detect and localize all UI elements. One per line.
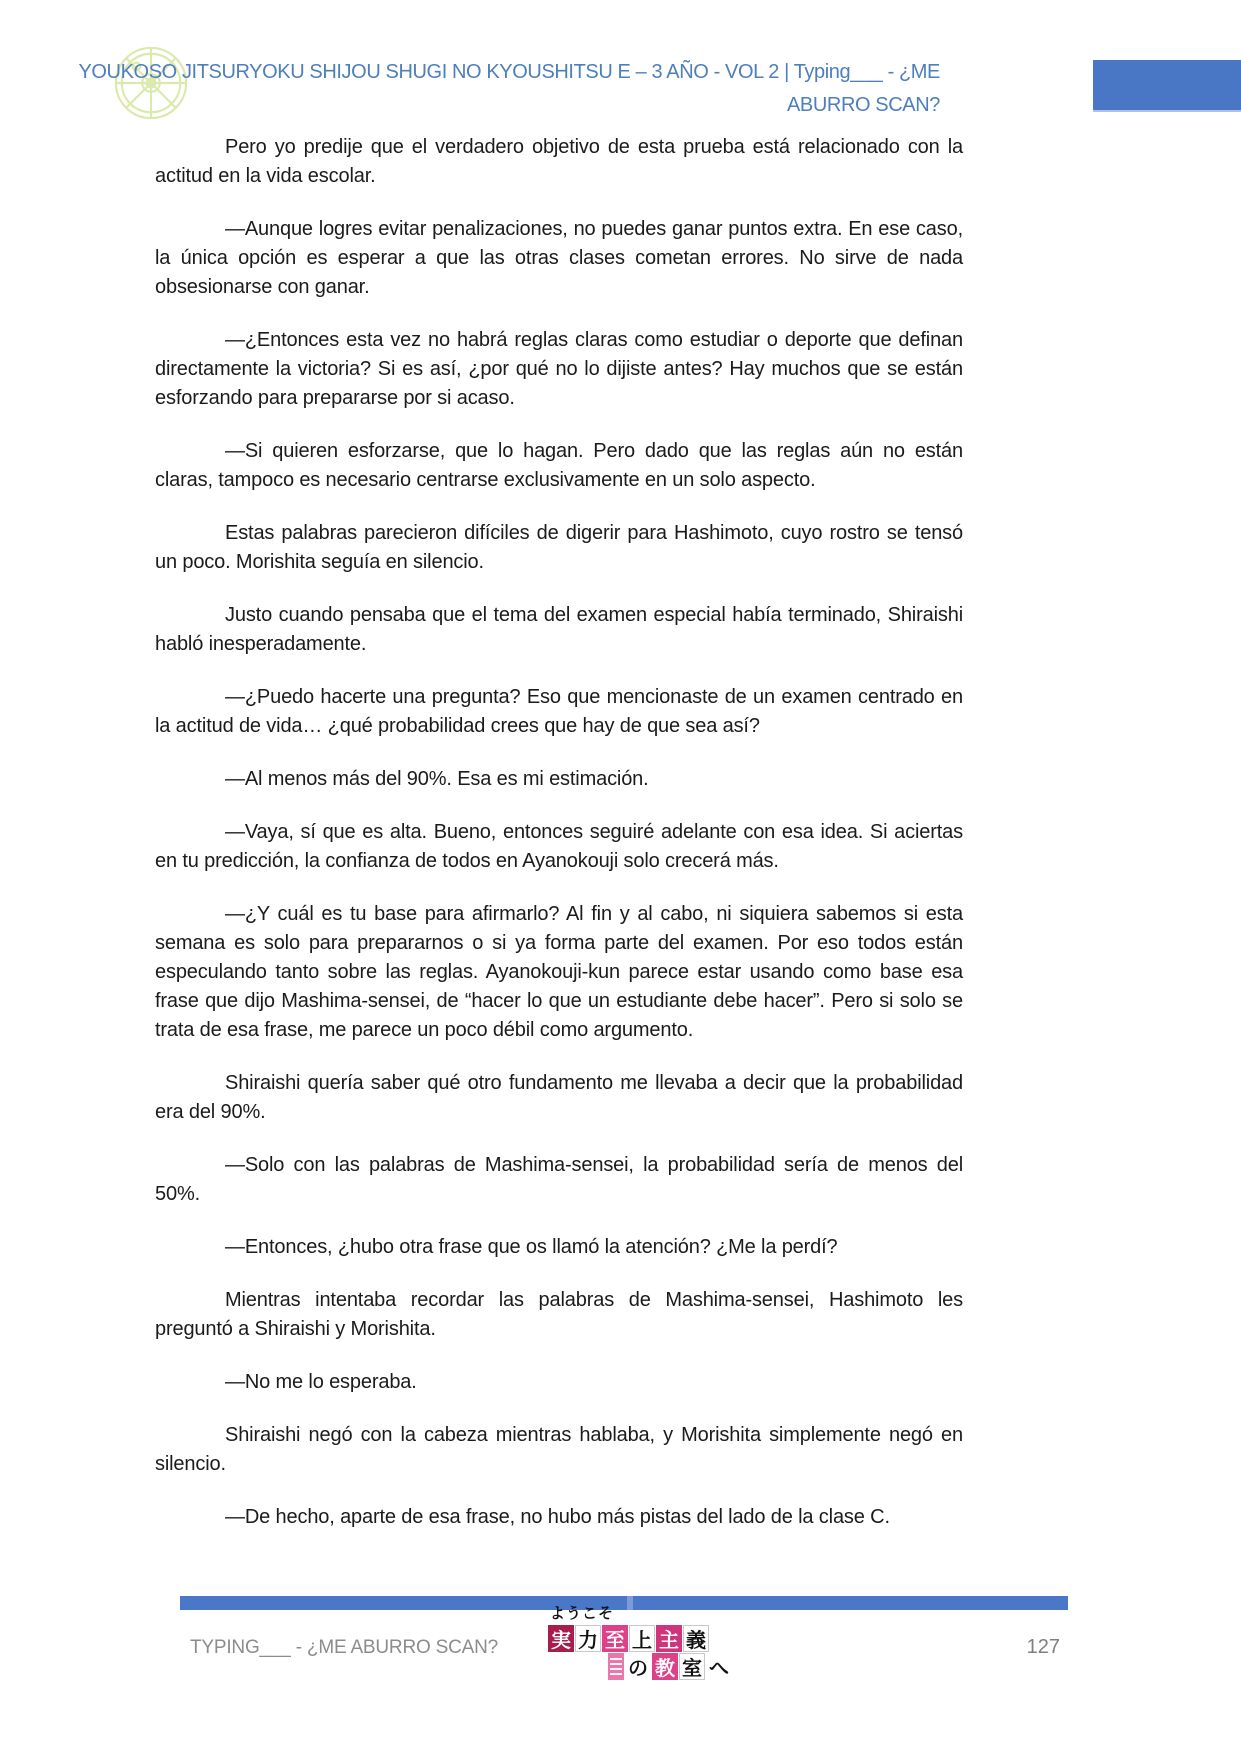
paragraph: Shiraishi quería saber qué otro fundamento me llevaba a decir que la probabilidad era del 90%. — [155, 1072, 963, 1123]
logo-main-row — [548, 1625, 733, 1652]
paragraph: Pero yo predije que el verdadero objetivo de esta prueba está relacionado con la actitud en la vida escolar. — [155, 136, 963, 187]
header-title-line1: YOUKOSO JITSURYOKU SHIJOU SHUGI NO KYOUSHITSU E – 3 AÑO - VOL 2 | Typing___ - ¿ME — [78, 61, 940, 83]
paragraph: —¿Y cuál es tu base para afirmarlo? Al fin y al cabo, ni siquiera sabemos si esta semana es solo para prepararnos o si ya forma parte del examen. Por eso todos están especulando tanto sobre las reglas. Ayanokouji-kun parece estar usando como base esa frase que dijo Mashima-sensei, de “hacer lo que un estudiante debe hacer”. Pero si solo se trata de esa frase, me parece un poco débil como argumento. — [155, 903, 963, 1041]
header-title-line2: ABURRO SCAN? — [786, 94, 940, 116]
paragraph: —No me lo esperaba. — [225, 1371, 417, 1393]
paragraph: Justo cuando pensaba que el tema del examen especial había terminado, Shiraishi habló inesperadamente. — [155, 604, 963, 655]
logo-char-block: 室 — [679, 1653, 705, 1680]
logo-char-block: の — [625, 1653, 651, 1680]
logo-char-block: 力 — [575, 1625, 601, 1652]
logo-char-block: 至 — [602, 1625, 628, 1652]
logo-char-block: 上 — [629, 1625, 655, 1652]
logo-char-block: 実 — [548, 1625, 574, 1652]
paragraph: —De hecho, aparte de esa frase, no hubo más pistas del lado de la clase C. — [225, 1506, 890, 1528]
logo-char-block: 義 — [683, 1625, 709, 1652]
logo-bottom-row — [608, 1653, 733, 1680]
paragraph: —Al menos más del 90%. Esa es mi estimación. — [225, 768, 649, 790]
paragraph: —¿Puedo hacerte una pregunta? Eso que mencionaste de un examen centrado en la actitud de vida… ¿qué probabilidad crees que hay de que sea así? — [155, 686, 963, 737]
paragraph: Shiraishi negó con la cabeza mientras hablaba, y Morishita simplemente negó en silencio. — [155, 1424, 963, 1475]
page-number: 127 — [1026, 1636, 1060, 1658]
logo-top-text: ようこそ — [550, 1604, 615, 1622]
logo-char-block: 主 — [656, 1625, 682, 1652]
paragraph: —Aunque logres evitar penalizaciones, no puedes ganar puntos extra. En ese caso, la única opción es esperar a que las otras clases cometan errores. No sirve de nada obsesionarse con ganar. — [155, 218, 963, 298]
document-body — [155, 133, 963, 1556]
logo-char-block: 教 — [652, 1653, 678, 1680]
classroom-of-the-elite-logo — [548, 1602, 733, 1680]
tiny-romaji-text-block — [608, 1653, 624, 1680]
header-accent-rectangle — [1093, 60, 1241, 112]
paragraph: —Si quieren esforzarse, que lo hagan. Pero dado que las reglas aún no están claras, tampoco es necesario centrarse exclusivamente en un solo aspecto. — [155, 440, 963, 491]
paragraph: —¿Entonces esta vez no habrá reglas claras como estudiar o deporte que definan directamente la victoria? Si es así, ¿por qué no lo dijiste antes? Hay muchos que se están esforzando para prepararse por si acaso. — [155, 329, 963, 409]
logo-char-block: へ — [706, 1653, 732, 1680]
footer-scan-label: TYPING___ - ¿ME ABURRO SCAN? — [190, 1637, 498, 1658]
paragraph: Mientras intentaba recordar las palabras de Mashima-sensei, Hashimoto les preguntó a Shiraishi y Morishita. — [155, 1289, 963, 1340]
document-header-title — [78, 56, 940, 122]
paragraph: —Entonces, ¿hubo otra frase que os llamó la atención? ¿Me la perdí? — [225, 1236, 838, 1258]
paragraph: —Vaya, sí que es alta. Bueno, entonces seguiré adelante con esa idea. Si aciertas en tu predicción, la confianza de todos en Ayanokouji solo crecerá más. — [155, 821, 963, 872]
paragraph: Estas palabras parecieron difíciles de digerir para Hashimoto, cuyo rostro se tensó un poco. Morishita seguía en silencio. — [155, 522, 963, 573]
paragraph: —Solo con las palabras de Mashima-sensei, la probabilidad sería de menos del 50%. — [155, 1154, 963, 1205]
